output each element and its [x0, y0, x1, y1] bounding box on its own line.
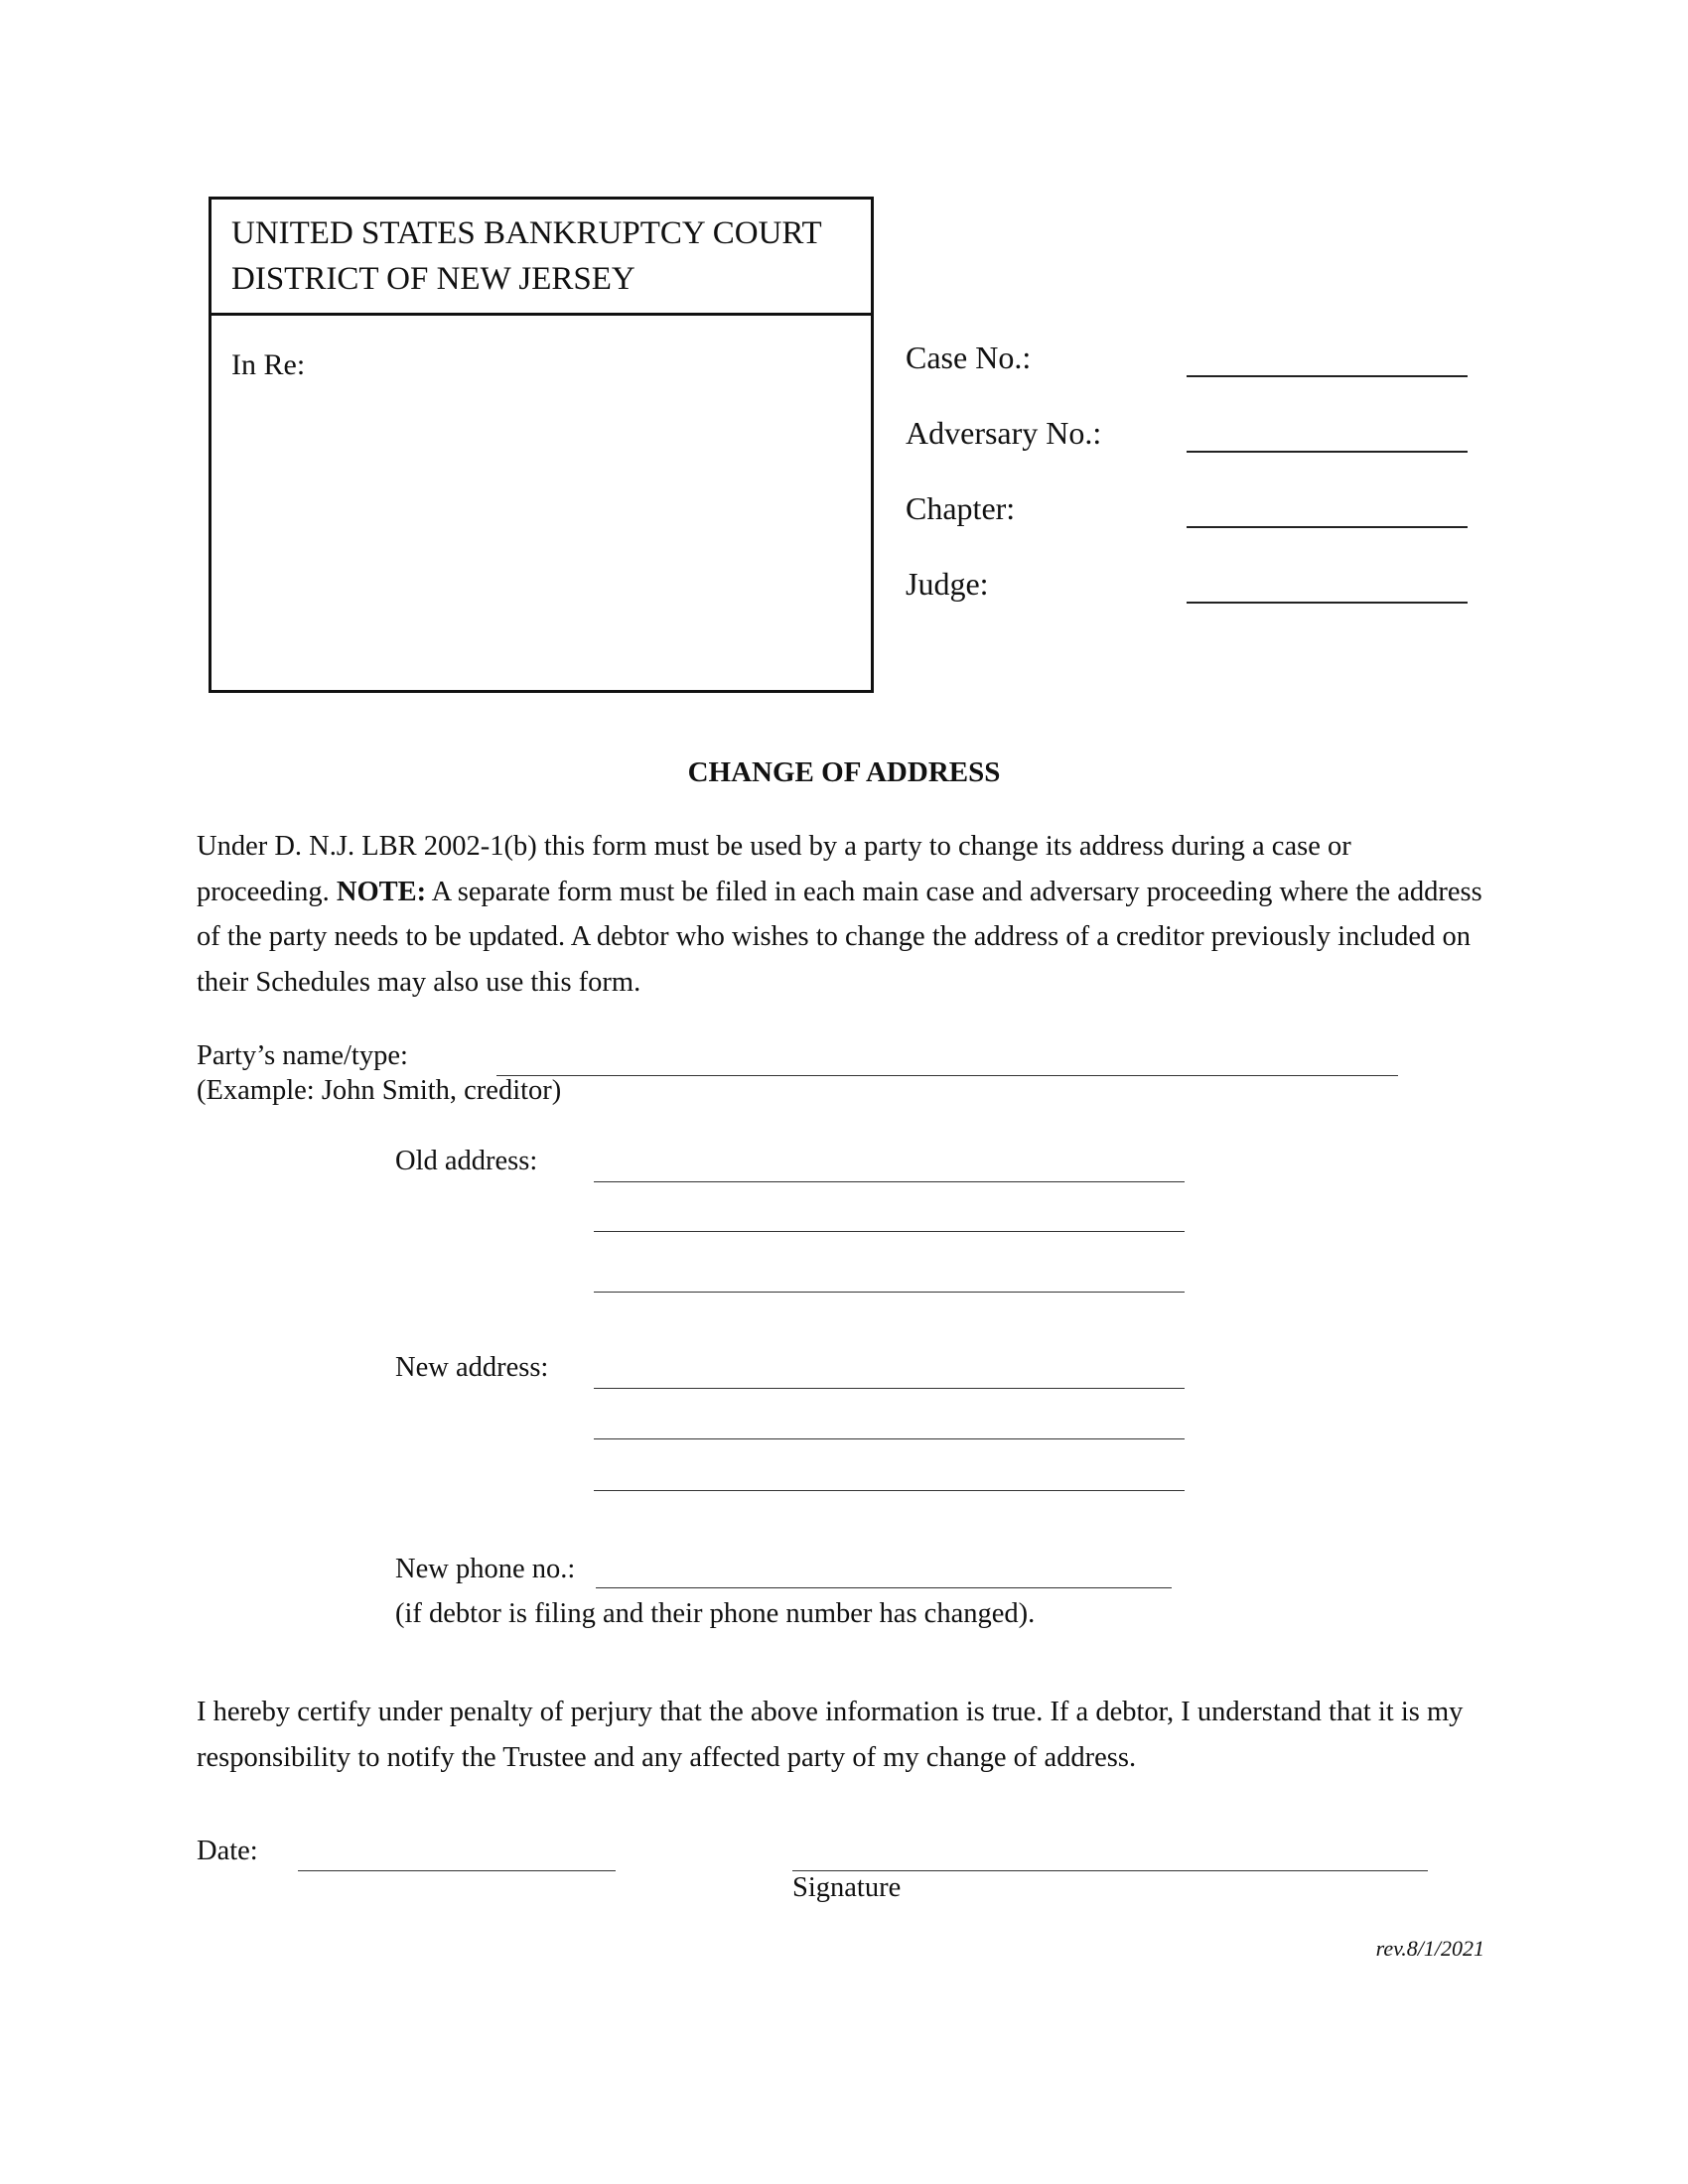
chapter-field[interactable] [1187, 526, 1468, 528]
adversary-no-field[interactable] [1187, 451, 1468, 453]
court-caption-box [209, 197, 874, 693]
case-no-label: Case No.: [906, 340, 1032, 375]
party-name-field[interactable] [496, 1075, 1398, 1076]
new-address-line-2[interactable] [594, 1438, 1185, 1439]
in-re-label: In Re: [231, 348, 306, 381]
revision-date: rev.8/1/2021 [1375, 1936, 1484, 1961]
new-phone-label: New phone no.: [395, 1554, 576, 1584]
old-address-line-2[interactable] [594, 1231, 1185, 1232]
note-label: NOTE: [336, 876, 427, 907]
judge-label: Judge: [906, 566, 989, 602]
court-district: DISTRICT OF NEW JERSEY [231, 261, 635, 297]
court-header [211, 200, 871, 316]
new-address-line-1[interactable] [594, 1388, 1185, 1389]
date-label: Date: [197, 1836, 258, 1866]
signature-line[interactable] [792, 1870, 1428, 1871]
intro-paragraph [197, 824, 1487, 1005]
date-field[interactable] [298, 1870, 616, 1871]
form-title: CHANGE OF ADDRESS [687, 756, 1001, 788]
party-name-label: Party’s name/type: [197, 1040, 408, 1071]
court-name: UNITED STATES BANKRUPTCY COURT [231, 215, 822, 251]
new-address-label: New address: [395, 1352, 549, 1383]
judge-field[interactable] [1187, 602, 1468, 604]
old-address-label: Old address: [395, 1146, 538, 1176]
new-address-line-3[interactable] [594, 1490, 1185, 1491]
old-address-line-1[interactable] [594, 1181, 1185, 1182]
signature-label: Signature [792, 1872, 902, 1903]
certification-paragraph: I hereby certify under penalty of perjury that the above information is true. If a debtor, I understand that it is my responsibility to notify the Trustee and any affected party of my change of address. [197, 1697, 1464, 1773]
old-address-line-3[interactable] [594, 1292, 1185, 1293]
intro-part-1: Under D. N.J. LBR 2002-1(b) this form must be used by a party to change its address during a case or proceeding. [197, 831, 1351, 907]
adversary-no-label: Adversary No.: [906, 415, 1102, 451]
case-no-field[interactable] [1187, 375, 1468, 377]
intro-part-2: A separate form must be filed in each main case and adversary proceeding where the address of the party needs to be updated. A debtor who wishes to change the address of a creditor previously included on their Schedules may also use this form. [197, 876, 1482, 998]
party-example-text: (Example: John Smith, creditor) [197, 1075, 562, 1106]
phone-note-text: (if debtor is filing and their phone number has changed). [395, 1598, 1036, 1629]
chapter-label: Chapter: [906, 490, 1016, 526]
new-phone-field[interactable] [596, 1587, 1172, 1588]
